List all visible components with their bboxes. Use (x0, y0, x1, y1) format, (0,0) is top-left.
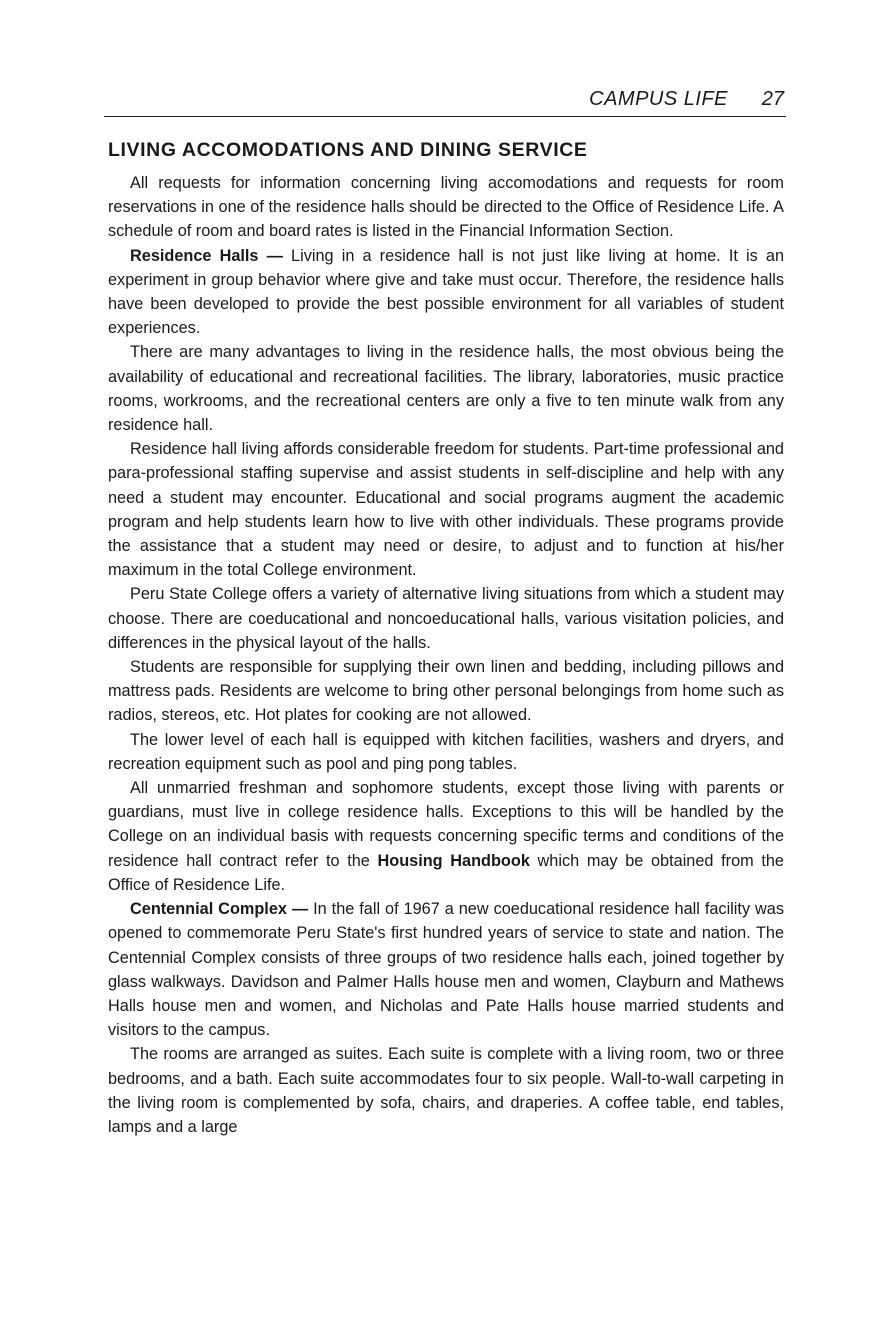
residence-halls-text: Living in a residence hall is not just like living at home. It is an experiment in group behavior where give and take must occur. Therefore, the residence halls have been developed to provide the best possible environment for all variables of student experiences. (108, 246, 784, 338)
section-title: CAMPUS LIFE (589, 88, 728, 110)
article-title: LIVING ACCOMODATIONS AND DINING SERVICE (108, 139, 588, 161)
page-number: 27 (761, 88, 784, 110)
paragraph-alternatives: Peru State College offers a variety of alternative living situations from which a student may choose. There are coeducational and noncoeducational halls, various visitation policies, and differences in the physical layout of the halls. (108, 585, 784, 652)
centennial-complex-heading: Centennial Complex — (130, 900, 309, 919)
paragraph-intro: All requests for information concerning living accomodations and requests for room reservations in one of the residence halls should be directed to the Office of Residence Life. A schedule of room and board rates is listed in the Financial Information Section. (108, 174, 784, 241)
housing-handbook-title: Housing Handbook (377, 851, 530, 870)
paragraph-advantages: There are many advantages to living in the residence halls, the most obvious being the availability of educational and recreational facilities. The library, laboratories, music practice rooms, workrooms, and the recreational centers are only a five to ten minute walk from any residence hall. (108, 343, 784, 435)
paragraph-residence-halls (108, 244, 784, 341)
page-body (108, 136, 784, 1139)
paragraph-housing-requirement (108, 776, 784, 897)
paragraph-centennial-complex (108, 897, 784, 1042)
paragraph-lower-level: The lower level of each hall is equipped with kitchen facilities, washers and dryers, and recreation equipment such as pool and ping pong tables. (108, 730, 784, 773)
paragraph-bedding: Students are responsible for supplying their own linen and bedding, including pillows and mattress pads. Residents are welcome to bring other personal belongings from home such as radios, stereos, etc. Hot plates for cooking are not allowed. (108, 658, 784, 725)
paragraph-freedom: Residence hall living affords considerable freedom for students. Part-time professional and para-professional staffing supervise and assist students in self-discipline and help with any need a student may encounter. Educational and social programs augment the academic program and help students learn how to live with other individuals. These programs provide the assistance that a student may need or desire, to adjust and to function at his/her maximum in the total College environment. (108, 440, 784, 580)
paragraph-suites: The rooms are arranged as suites. Each suite is complete with a living room, two or three bedrooms, and a bath. Each suite accommodates four to six people. Wall-to-wall carpeting in the living room is complemented by sofa, chairs, and draperies. A coffee table, end tables, lamps and a large (108, 1045, 784, 1136)
housing-requirement-text-end: which may be obtained from the Office of Residence Life. (108, 851, 784, 894)
residence-halls-heading: Residence Halls — (130, 246, 283, 265)
housing-requirement-text: All unmarried freshman and sophomore students, except those living with parents or guardians, must live in college residence halls. Exceptions to this will be handled by the College on an individual basis with requests concerning specific terms and conditions of the residence hall contract refer to the (108, 779, 784, 870)
centennial-complex-text: In the fall of 1967 a new coeducational residence hall facility was opened to commemorate Peru State's first hundred years of service to state and nation. The Centennial Complex consists of three groups of two residence halls each, joined together by glass walkways. Davidson and Palmer Halls house men and women, Clayburn and Mathews Halls house men and women, and Nicholas and Pate Halls house married students and visitors to the campus. (108, 900, 784, 1040)
running-header (104, 88, 786, 117)
